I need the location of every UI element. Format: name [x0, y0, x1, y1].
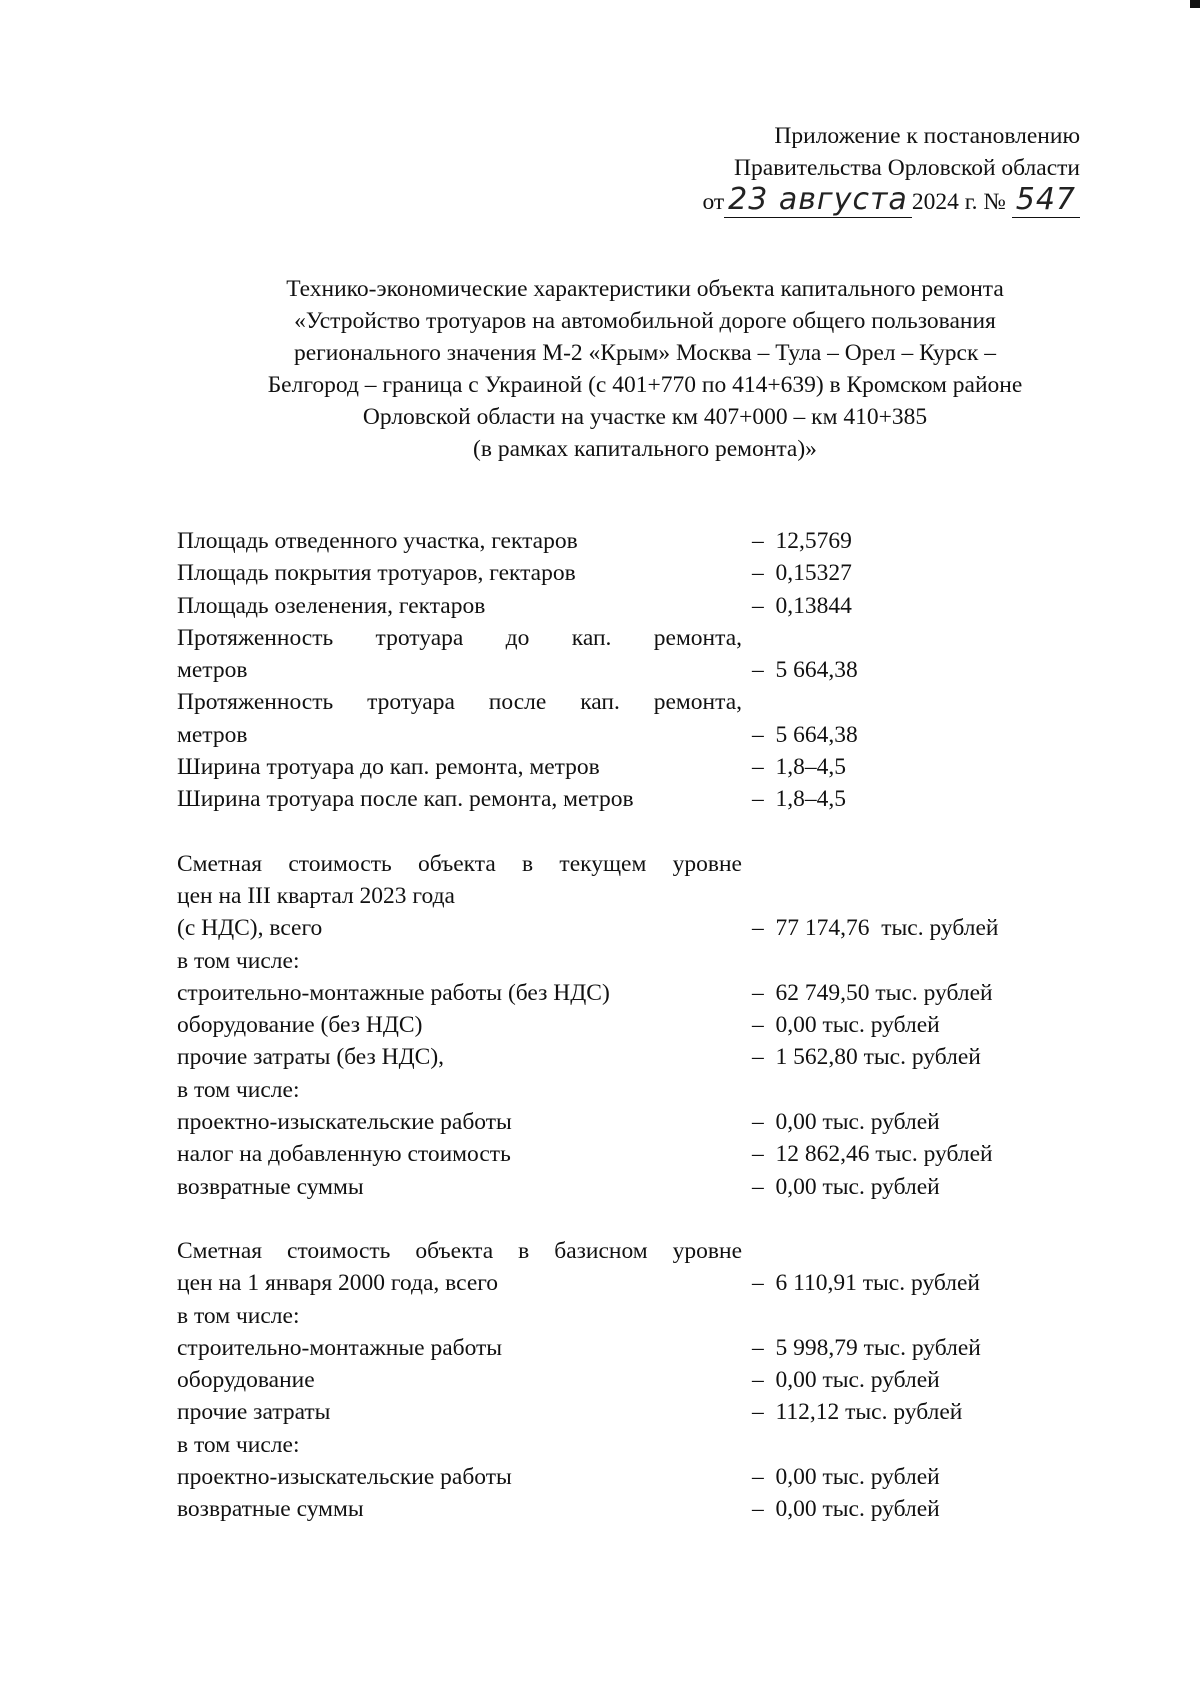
characteristic-row	[177, 751, 1097, 783]
characteristic-value: – 12 862,46 тыс. рублей	[752, 1141, 993, 1168]
characteristic-label: в том числе:	[177, 947, 300, 974]
characteristic-row	[177, 622, 1097, 654]
characteristic-value: – 1,8–4,5	[752, 754, 846, 781]
characteristic-value: – 5 664,38	[752, 721, 858, 748]
characteristic-row	[177, 783, 1097, 815]
characteristic-row	[177, 686, 1097, 718]
characteristic-row	[177, 654, 1097, 686]
characteristic-label: Протяженность тротуара до кап. ремонта,	[177, 624, 742, 651]
appendix-line-2: Правительства Орловской области	[733, 155, 1080, 181]
title-line: «Устройство тротуаров на автомобильной дороге общего пользования	[294, 308, 996, 334]
characteristic-label: Площадь озеленения, гектаров	[177, 592, 486, 619]
characteristic-value: – 0,00 тыс. рублей	[752, 1173, 940, 1200]
characteristic-row	[177, 1041, 1097, 1073]
characteristic-row	[177, 945, 1097, 977]
title-line: Белгород – граница с Украиной (с 401+770 по 414+639) в Кромском районе	[267, 372, 1023, 398]
appendix-line-1: Приложение к постановлению	[774, 123, 1080, 149]
characteristic-label: цен на III квартал 2023 года	[177, 882, 455, 909]
characteristic-row	[177, 719, 1097, 751]
characteristic-row	[177, 1300, 1097, 1332]
characteristic-label: налог на добавленную стоимость	[177, 1141, 511, 1168]
characteristic-row	[177, 1332, 1097, 1364]
characteristic-label: (с НДС), всего	[177, 915, 323, 942]
characteristic-value: – 77 174,76 тыс. рублей	[752, 915, 999, 942]
characteristic-label: Сметная стоимость объекта в базисном уровне	[177, 1237, 742, 1264]
characteristic-label: прочие затраты	[177, 1399, 331, 1426]
characteristic-label: метров	[177, 721, 248, 748]
characteristic-label: прочие затраты (без НДС),	[177, 1044, 445, 1071]
characteristic-value: – 0,00 тыс. рублей	[752, 1012, 940, 1039]
characteristic-row	[177, 557, 1097, 589]
characteristic-label: Ширина тротуара после кап. ремонта, метров	[177, 786, 634, 813]
characteristic-value: – 0,00 тыс. рублей	[752, 1367, 940, 1394]
characteristic-label: оборудование	[177, 1367, 315, 1394]
characteristic-row	[177, 880, 1097, 912]
characteristic-value: – 1 562,80 тыс. рублей	[752, 1044, 981, 1071]
characteristic-row	[177, 1396, 1097, 1428]
characteristic-value: – 5 664,38	[752, 657, 858, 684]
characteristic-value: – 0,00 тыс. рублей	[752, 1496, 940, 1523]
characteristic-row	[177, 1106, 1097, 1138]
characteristic-value: – 0,13844	[752, 592, 852, 619]
characteristic-label: в том числе:	[177, 1302, 300, 1329]
characteristic-label: оборудование (без НДС)	[177, 1012, 423, 1039]
characteristic-row	[177, 1364, 1097, 1396]
date-suffix: 2024 г. №	[911, 189, 1006, 215]
characteristic-label: в том числе:	[177, 1431, 300, 1458]
handwritten-date: 23 августа	[724, 182, 912, 218]
characteristic-label: возвратные суммы	[177, 1173, 364, 1200]
characteristic-value: – 112,12 тыс. рублей	[752, 1399, 963, 1426]
appendix-header	[640, 120, 1080, 218]
scan-corner-mark	[1190, 0, 1200, 8]
characteristics-list	[177, 525, 1097, 1526]
characteristic-row	[177, 525, 1097, 557]
characteristic-label: Ширина тротуара до кап. ремонта, метров	[177, 754, 600, 781]
characteristic-row	[177, 1235, 1097, 1267]
section-gap	[177, 1203, 1097, 1235]
characteristic-value: – 5 998,79 тыс. рублей	[752, 1334, 981, 1361]
title-line: Технико-экономические характеристики объекта капитального ремонта	[286, 276, 1004, 302]
characteristic-value: – 62 749,50 тыс. рублей	[752, 979, 993, 1006]
characteristic-row	[177, 1267, 1097, 1299]
characteristic-label: Площадь покрытия тротуаров, гектаров	[177, 560, 576, 587]
characteristic-row	[177, 848, 1097, 880]
characteristic-value: – 6 110,91 тыс. рублей	[752, 1270, 980, 1297]
characteristic-label: Сметная стоимость объекта в текущем уровне	[177, 850, 742, 877]
section-gap	[177, 816, 1097, 848]
characteristic-value: – 0,00 тыс. рублей	[752, 1464, 940, 1491]
characteristic-value: – 12,5769	[752, 528, 852, 554]
characteristic-row	[177, 1493, 1097, 1525]
characteristic-row	[177, 1074, 1097, 1106]
characteristic-label: проектно-изыскательские работы	[177, 1464, 512, 1491]
characteristic-value: – 0,00 тыс. рублей	[752, 1109, 940, 1136]
characteristic-label: Протяженность тротуара после кап. ремонта,	[177, 689, 742, 716]
characteristic-label: цен на 1 января 2000 года, всего	[177, 1270, 499, 1297]
title-line: (в рамках капитального ремонта)»	[473, 436, 817, 462]
characteristic-row	[177, 1138, 1097, 1170]
handwritten-number: 547	[1012, 182, 1080, 218]
characteristic-value: – 0,15327	[752, 560, 852, 587]
characteristic-row	[177, 1171, 1097, 1203]
characteristic-row	[177, 977, 1097, 1009]
characteristic-label: строительно-монтажные работы (без НДС)	[177, 979, 610, 1006]
characteristic-label: строительно-монтажные работы	[177, 1334, 503, 1361]
title-line: Орловской области на участке км 407+000 – км 410+385	[362, 404, 928, 430]
characteristic-label: Площадь отведенного участка, гектаров	[177, 528, 578, 554]
characteristic-label: возвратные суммы	[177, 1496, 364, 1523]
date-prefix: от	[702, 189, 725, 215]
characteristic-row	[177, 590, 1097, 622]
characteristic-label: метров	[177, 657, 248, 684]
characteristic-label: проектно-изыскательские работы	[177, 1109, 512, 1136]
characteristic-row	[177, 1461, 1097, 1493]
characteristic-row	[177, 1009, 1097, 1041]
title-line: регионального значения М-2 «Крым» Москва – Тула – Орел – Курск –	[293, 340, 997, 366]
characteristic-value: – 1,8–4,5	[752, 786, 846, 813]
characteristic-row	[177, 912, 1097, 944]
appendix-date-line	[640, 184, 1080, 218]
characteristic-row	[177, 1429, 1097, 1461]
characteristic-label: в том числе:	[177, 1076, 300, 1103]
document-title	[150, 273, 1140, 465]
